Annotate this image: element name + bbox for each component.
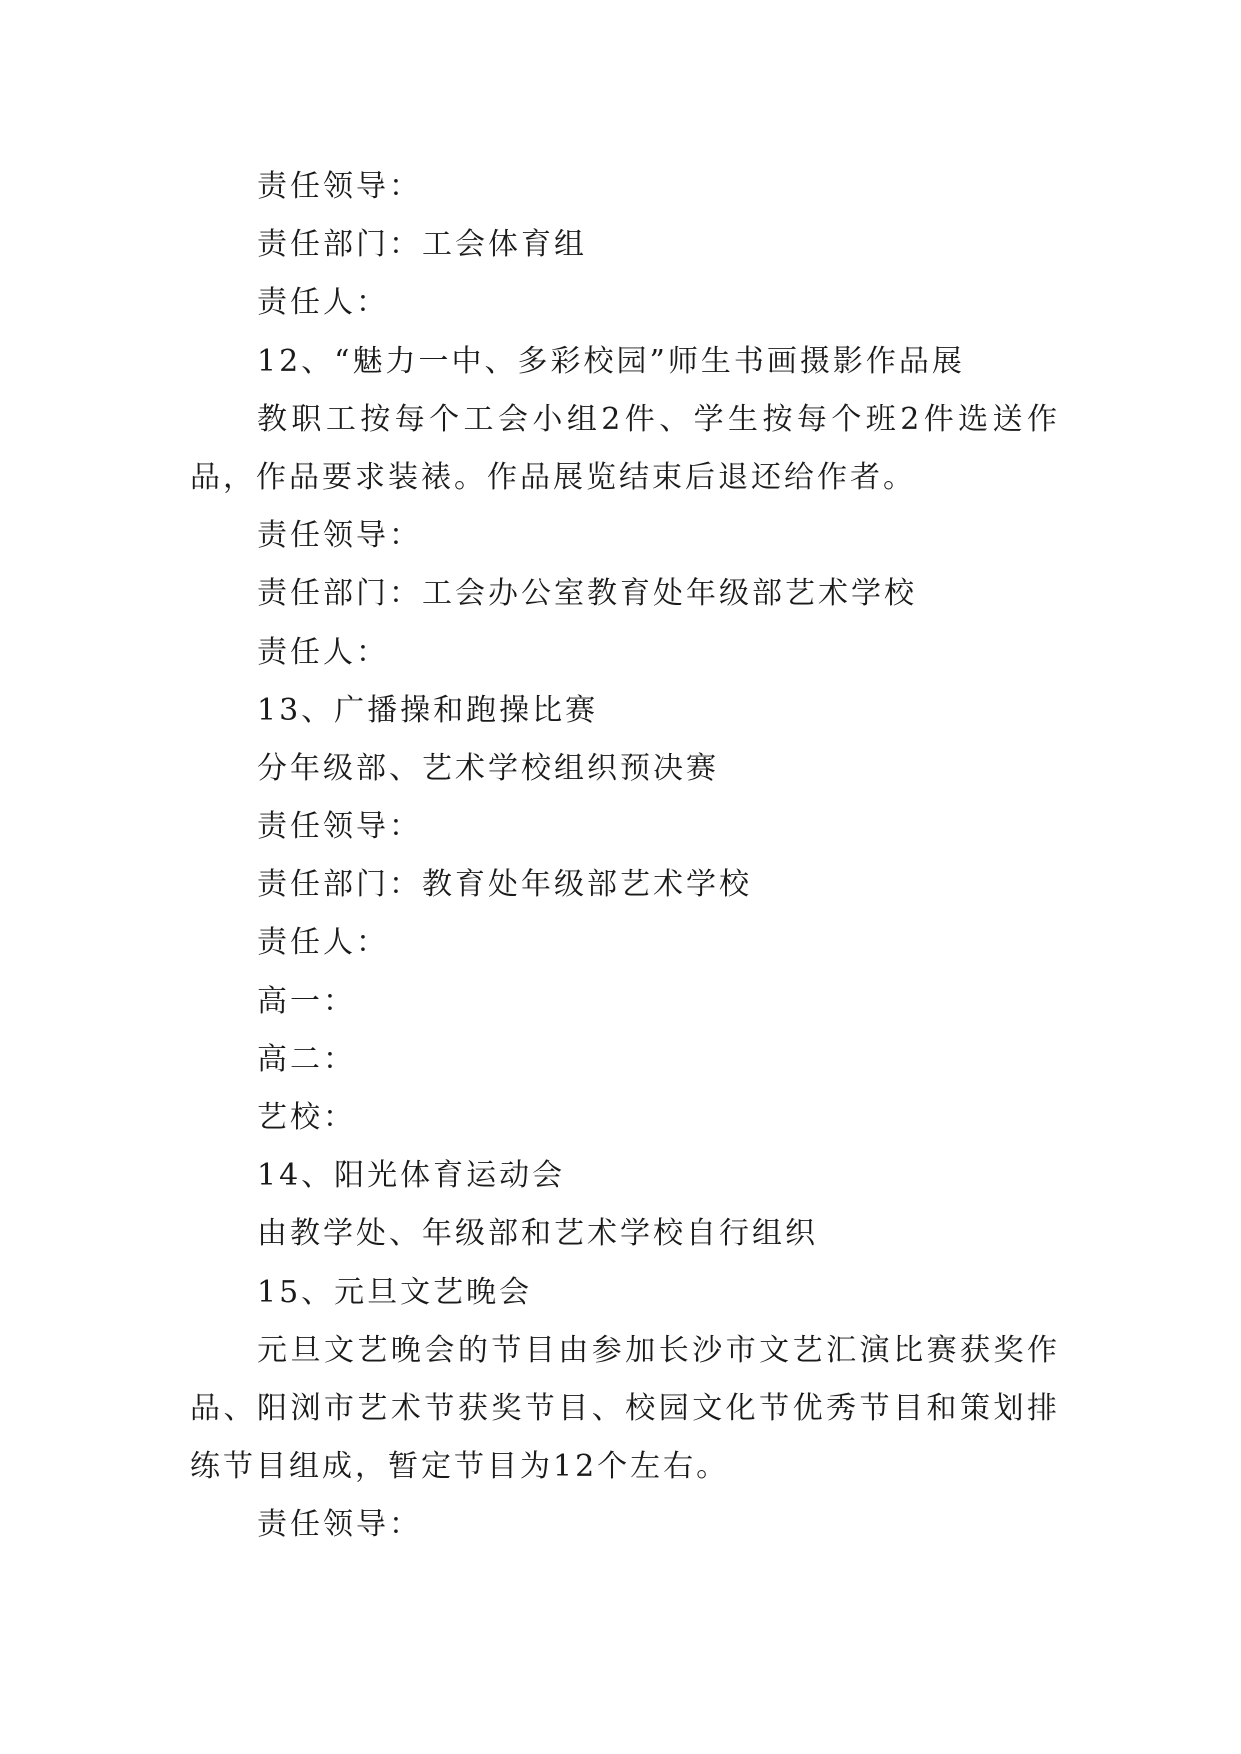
grade-two-label: 高二： (257, 1041, 356, 1077)
responsible-leader-label: 责任领导： (257, 169, 422, 204)
grade-one-label: 高一： (257, 983, 356, 1019)
responsible-leader-label: 责任领导： (257, 1507, 422, 1543)
responsible-person-label: 责任人： (257, 925, 389, 961)
responsible-department: 责任部门：教育处年级部艺术学校 (257, 867, 752, 903)
item-15-heading: 15、元旦文艺晚会 (257, 1274, 533, 1310)
art-school-label: 艺校： (257, 1100, 356, 1136)
responsible-person-label: 责任人： (257, 634, 389, 670)
item-13-description: 分年级部、艺术学校组织预决赛 (257, 750, 719, 786)
item-14-heading: 14、阳光体育运动会 (257, 1158, 566, 1194)
document-body (190, 158, 1060, 1555)
item-15-description: 元旦文艺晚会的节目由参加长沙市文艺汇演比赛获奖作品、阳浏市艺术节获奖节目、校园文化节优秀节目和策划排练节目组成，暂定节目为12个左右。 (190, 1332, 1060, 1485)
responsible-leader-label: 责任领导： (257, 518, 422, 554)
responsible-department: 责任部门：工会办公室教育处年级部艺术学校 (257, 576, 917, 612)
responsible-leader-label: 责任领导： (257, 809, 422, 845)
item-13-heading: 13、广播操和跑操比赛 (257, 692, 599, 728)
item-12-description: 教职工按每个工会小组2件、学生按每个班2件选送作品，作品要求装裱。作品展览结束后退还给作者。 (190, 401, 1060, 495)
item-14-description: 由教学处、年级部和艺术学校自行组织 (257, 1216, 818, 1252)
item-12-heading: 12、“魅力一中、多彩校园”师生书画摄影作品展 (257, 343, 965, 379)
responsible-department: 责任部门：工会体育组 (257, 227, 587, 263)
responsible-person-label: 责任人： (257, 285, 389, 321)
